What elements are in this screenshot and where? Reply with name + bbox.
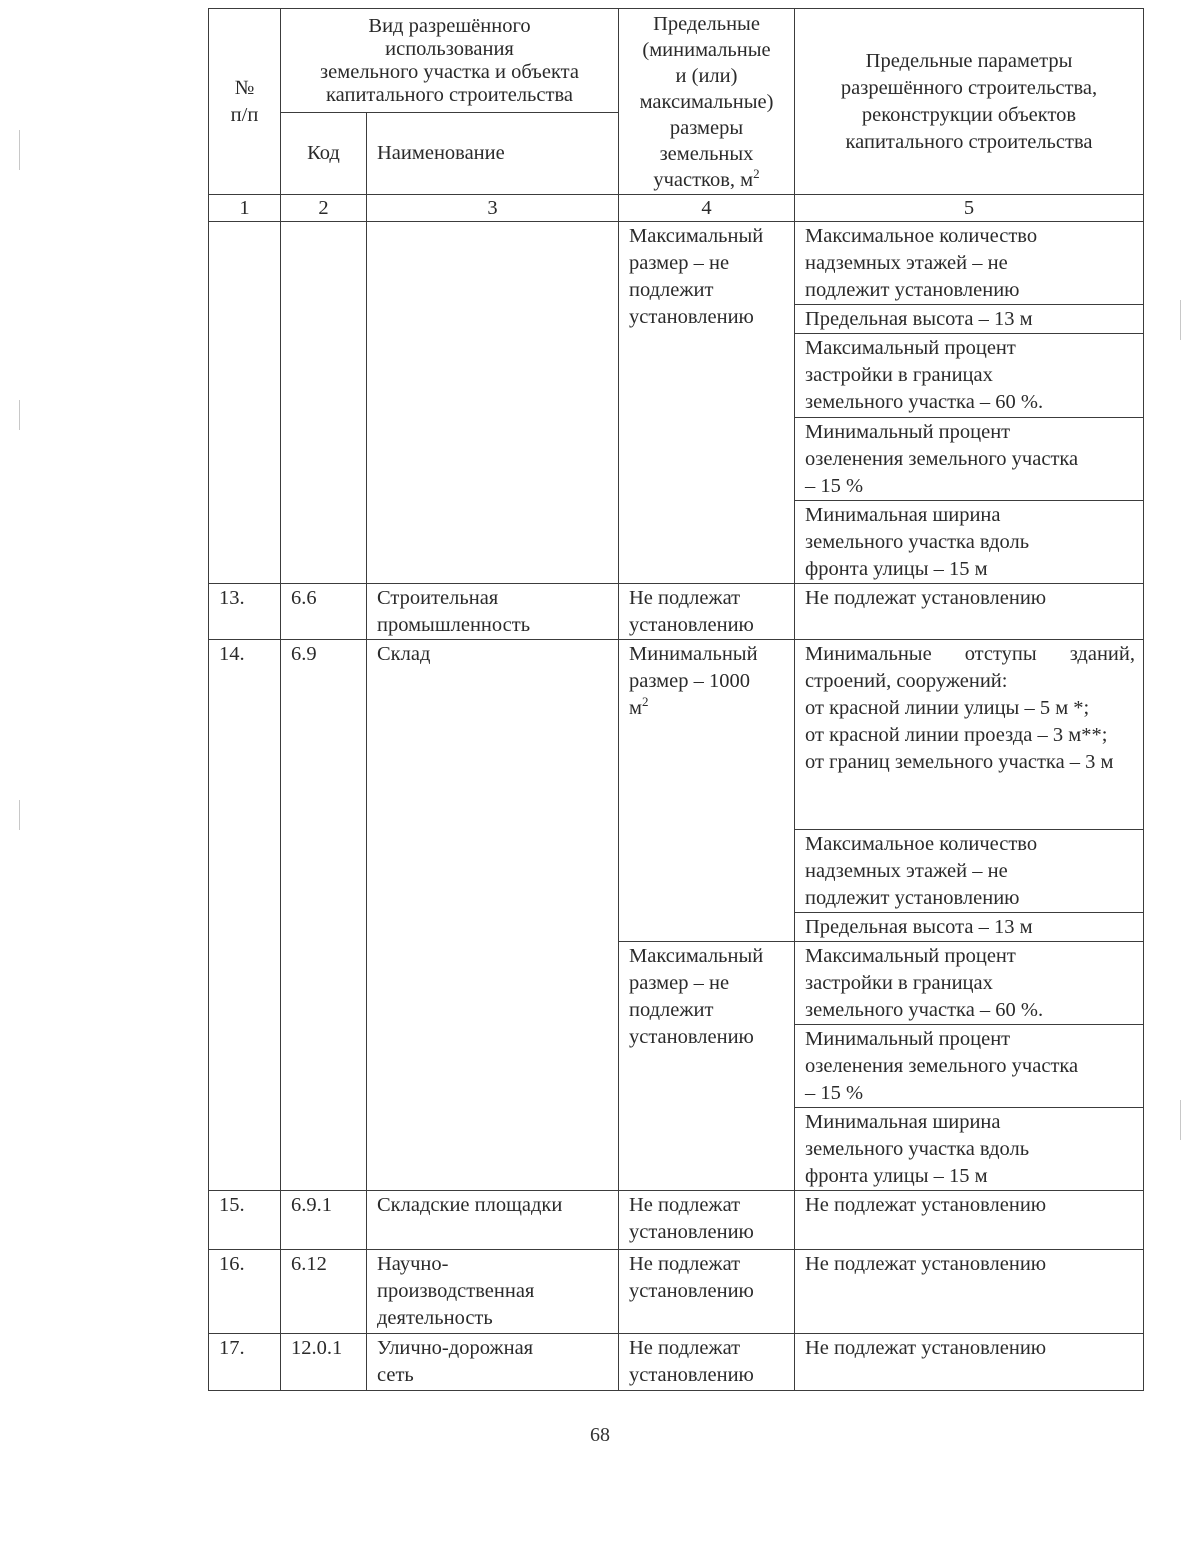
cell-param: Максимальный процент застройки в границах земельного участка – 60 %. (795, 334, 1144, 418)
table-row (209, 640, 1144, 830)
col-number: 5 (795, 195, 1144, 222)
col-number: 3 (367, 195, 619, 222)
cell-empty (281, 222, 367, 584)
header-params: Предельные параметры разрешённого строительства, реконструкции объектов капитального строительства (795, 9, 1144, 195)
row-area: Не подлежат установлению (619, 1250, 795, 1334)
scan-artifact (1180, 1100, 1181, 1140)
row-name: Научно- производственная деятельность (367, 1250, 619, 1334)
row-name: Складские площадки (367, 1191, 619, 1250)
cell-param: Минимальный процент озеленения земельного участка – 15 % (795, 418, 1144, 501)
col-number: 4 (619, 195, 795, 222)
row-name: Строительная промышленность (367, 584, 619, 640)
land-use-table-wrapper (208, 8, 1143, 1391)
row-code: 6.9 (281, 640, 367, 1191)
row-area-max: Максимальный размер – не подлежит установлению (619, 942, 795, 1191)
row-area-min-text: Минимальный размер – 1000 м (629, 643, 758, 719)
land-use-table (208, 8, 1144, 1391)
row-area: Не подлежат установлению (619, 584, 795, 640)
row-number: 14. (209, 640, 281, 1191)
row-params: Не подлежат установлению (795, 584, 1144, 640)
row-params: Не подлежат установлению (795, 1191, 1144, 1250)
cell-empty (209, 222, 281, 584)
row-area: Не подлежат установлению (619, 1191, 795, 1250)
scan-artifact (1180, 300, 1181, 340)
row-code: 6.12 (281, 1250, 367, 1334)
table-row (209, 1250, 1144, 1334)
cell-param: Максимальное количество надземных этажей – не подлежит установлению (795, 222, 1144, 305)
cell-area: Максимальный размер – не подлежит установлению (619, 222, 795, 584)
row-number: 16. (209, 1250, 281, 1334)
header-area (619, 9, 795, 195)
cell-empty (367, 222, 619, 584)
cell-param: Минимальная ширина земельного участка вдоль фронта улицы – 15 м (795, 501, 1144, 584)
row-params: Не подлежат установлению (795, 1250, 1144, 1334)
header-number: № п/п (209, 9, 281, 195)
cell-param: Максимальный процент застройки в границах земельного участка – 60 %. (795, 942, 1144, 1025)
cell-param: Минимальный процент озеленения земельного участка – 15 % (795, 1025, 1144, 1108)
row-area-min (619, 640, 795, 942)
row-name: Улично-дорожная сеть (367, 1334, 619, 1391)
scan-artifact (19, 800, 20, 830)
row-number: 17. (209, 1334, 281, 1391)
row-code: 6.9.1 (281, 1191, 367, 1250)
header-area-sup: 2 (753, 165, 760, 181)
col-number: 1 (209, 195, 281, 222)
table-row (209, 584, 1144, 640)
cell-param: Минимальная ширина земельного участка вдоль фронта улицы – 15 м (795, 1108, 1144, 1191)
table-row (209, 1191, 1144, 1250)
col-number: 2 (281, 195, 367, 222)
cell-param: Предельная высота – 13 м (795, 305, 1144, 334)
row-number: 13. (209, 584, 281, 640)
row-number: 15. (209, 1191, 281, 1250)
row-code: 12.0.1 (281, 1334, 367, 1391)
scan-artifact (19, 130, 20, 170)
table-row (209, 1334, 1144, 1391)
row-area: Не подлежат установлению (619, 1334, 795, 1391)
cell-param: Предельная высота – 13 м (795, 913, 1144, 942)
cell-param: Максимальное количество надземных этажей – не подлежит установлению (795, 830, 1144, 913)
header-area-text: Предельные (минимальные и (или) максимальные) размеры земельных участков, м (639, 12, 774, 191)
header-code: Код (281, 113, 367, 195)
row-name: Склад (367, 640, 619, 1191)
row-area-min-sup: 2 (641, 694, 649, 710)
row-params: Не подлежат установлению (795, 1334, 1144, 1391)
scan-artifact (19, 400, 20, 430)
page-number: 68 (590, 1424, 610, 1446)
header-name: Наименование (367, 113, 619, 195)
header-use-type: Вид разрешённого использования земельного участка и объекта капитального строительства (281, 9, 619, 113)
cell-param: Минимальные отступы зданий, строений, сооружений: от красной линии улицы – 5 м *; от красной линии проезда – 3 м**; от границ земельного участка – 3 м (795, 640, 1144, 830)
row-code: 6.6 (281, 584, 367, 640)
